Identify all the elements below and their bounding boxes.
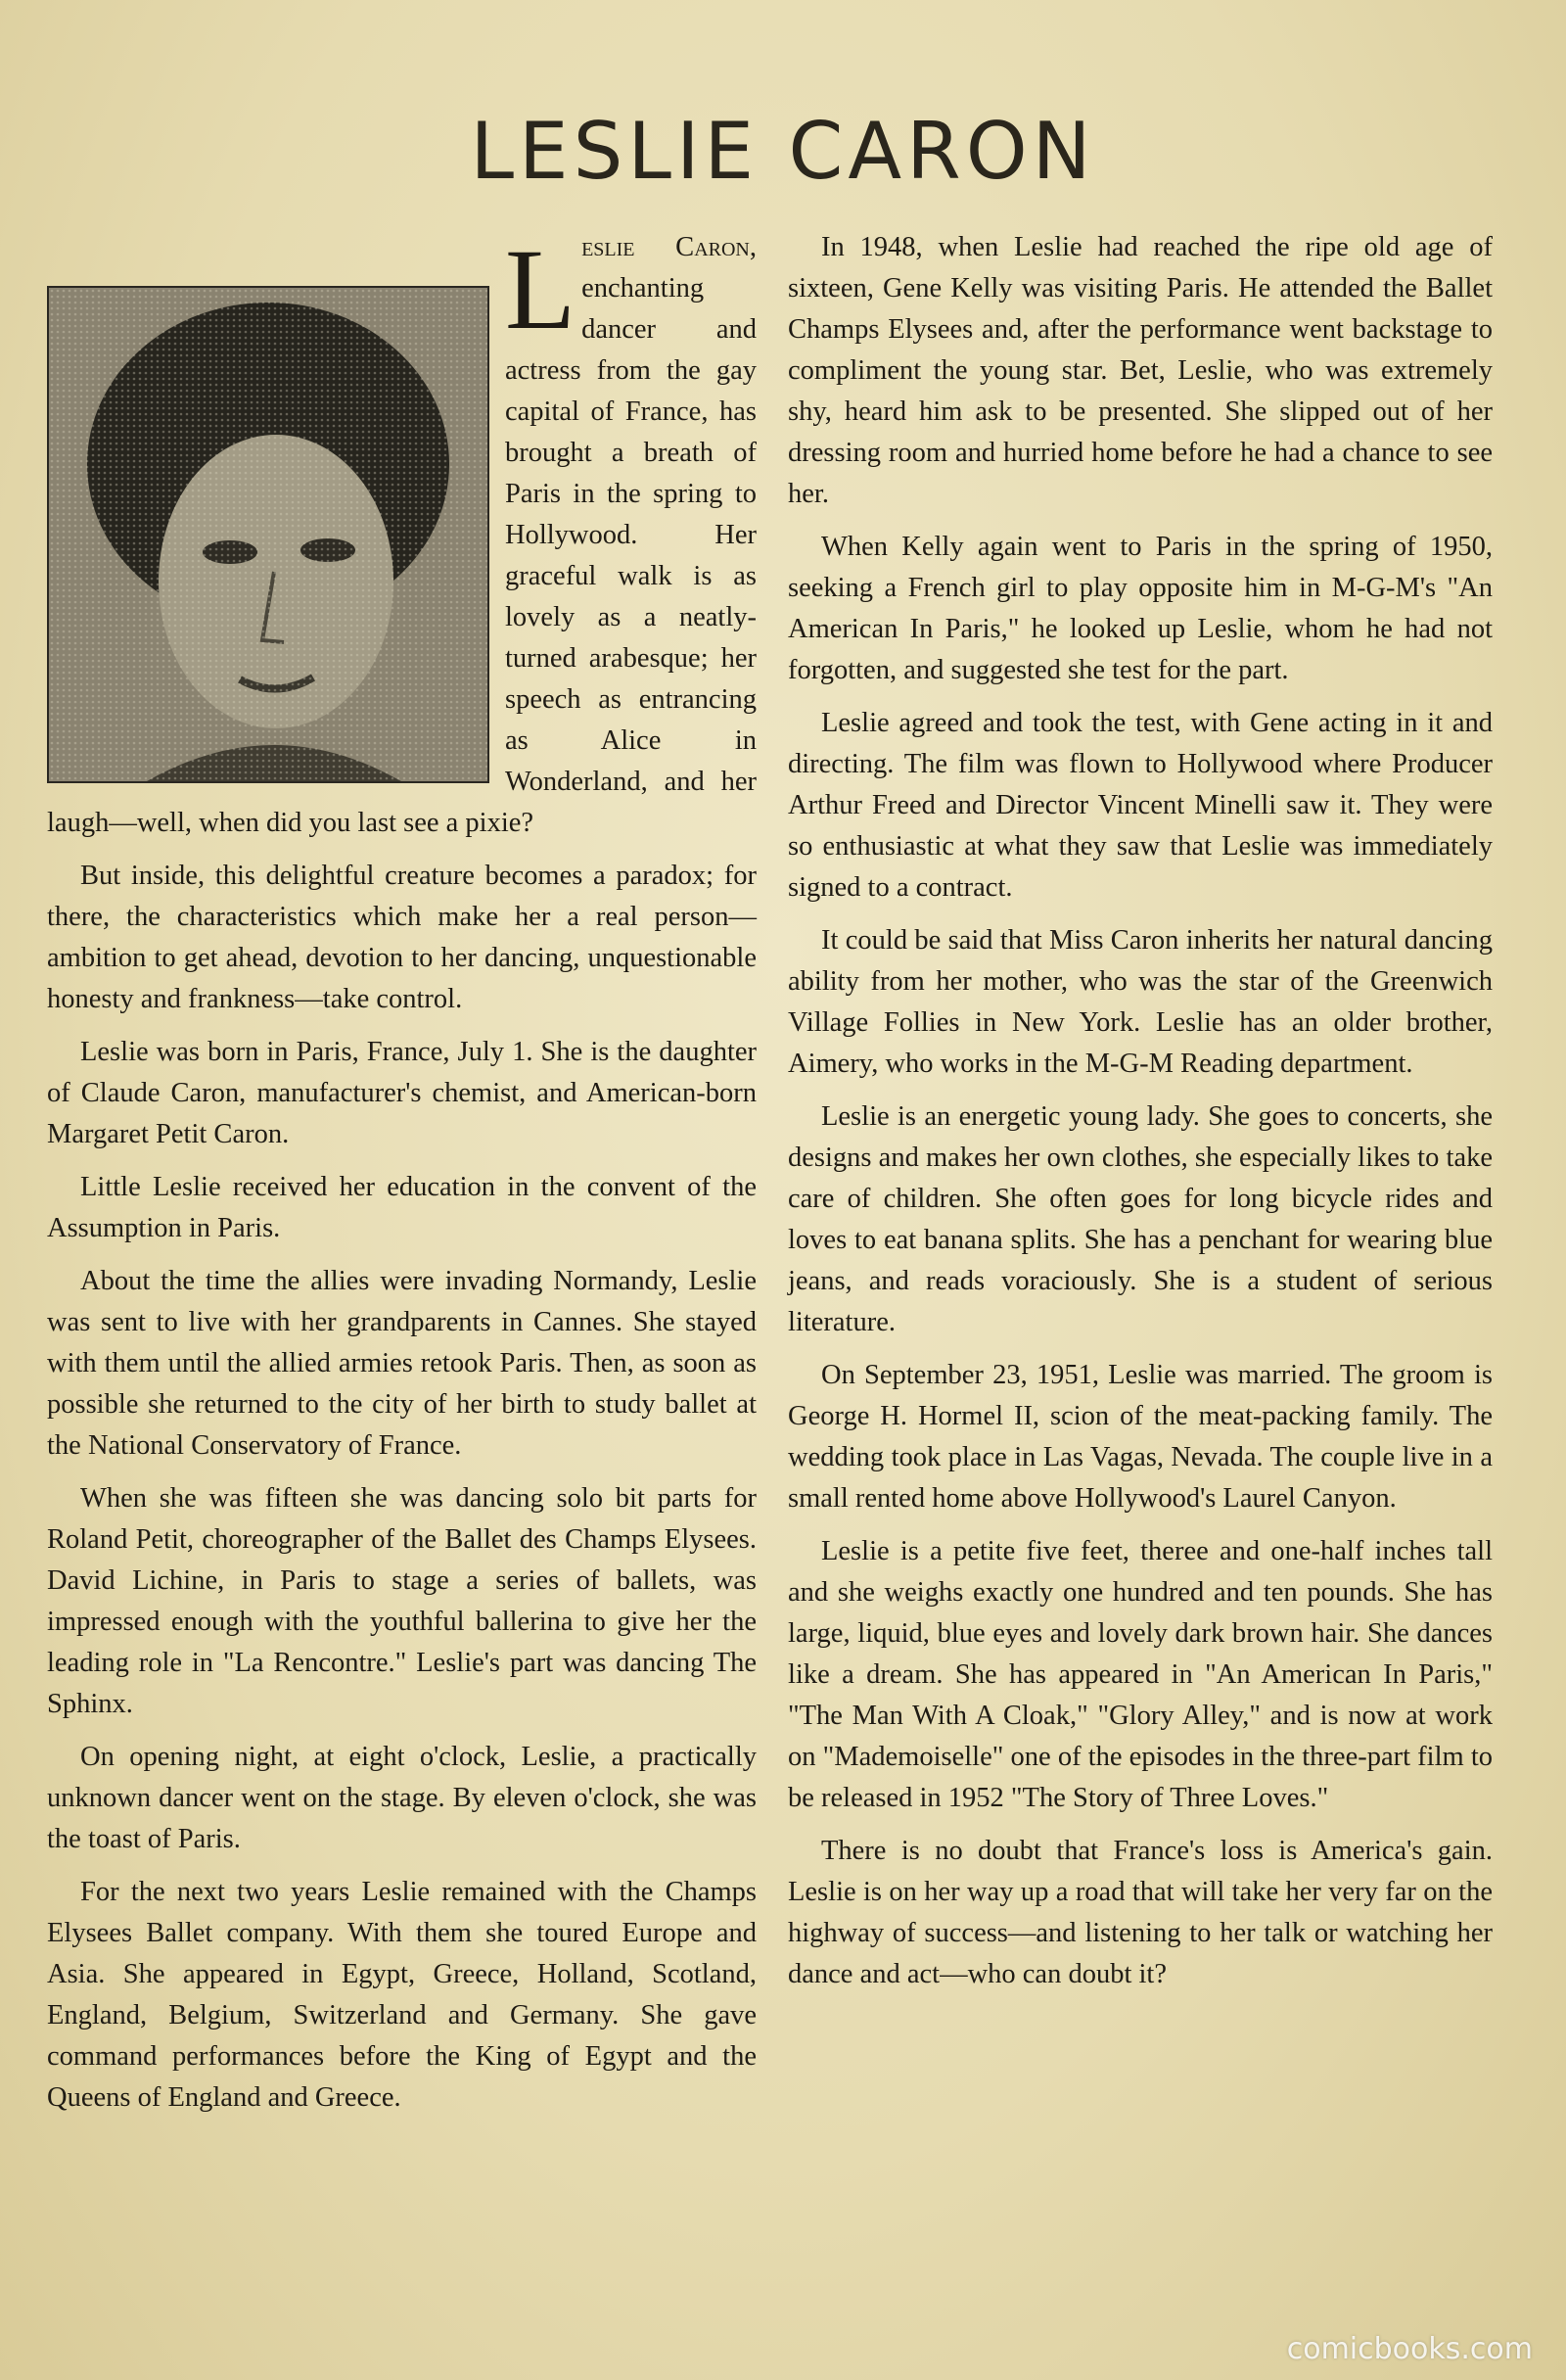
paragraph: Little Leslie received her education in the convent of the Assumption in Paris.	[47, 1172, 757, 1243]
paragraph: Leslie is an energetic young lady. She goes to concerts, she designs and makes her own clothes, she especially likes to take care of children. She often goes for long bicycle rides and loves to eat banana splits. She has a penchant for wearing blue jeans, and reads voraciously. She is a student of serious literature.	[788, 1101, 1493, 1337]
right-column	[788, 227, 1493, 2007]
paragraph: For the next two years Leslie remained with the Champs Elysees Ballet company. With them she toured Europe and Asia. She appeared in Egypt, Greece, Holland, Scotland, England, Belgium, Switzerland and Germany. She gave command performances before the King of Egypt and the Queens of England and Greece.	[47, 1877, 757, 2113]
paragraph: Leslie agreed and took the test, with Gene acting in it and directing. The film was flown to Hollywood where Producer Arthur Freed and Director Vincent Minelli saw it. They were so enthusiastic at what they saw that Leslie was immediately signed to a contract.	[788, 708, 1493, 903]
left-column	[47, 227, 757, 2130]
paragraph: In 1948, when Leslie had reached the ripe old age of sixteen, Gene Kelly was visiting Paris. He attended the Ballet Champs Elysees and, after the performance went backstage to compliment the young star. Bet, Leslie, who was extremely shy, heard him ask to be presented. She slipped out of her dressing room and hurried home before he had a chance to see her.	[788, 232, 1493, 509]
portrait-photo	[47, 286, 489, 783]
paragraph: Leslie is a petite five feet, theree and one-half inches tall and she weighs exactly one hundred and ten pounds. She has large, liquid, blue eyes and lovely dark brown hair. She dances like a dream. She has appeared in "An American In Paris," "The Man With A Cloak," "Glory Alley," and is now at work on "Mademoiselle" one of the episodes in the three-part film to be released in 1952 "The Story of Three Loves."	[788, 1536, 1493, 1813]
paragraph-text: enchanting dancer and actress from the gay capital of France, has brought a breath of Paris in the spring to Hollywood. Her graceful walk is as lovely as a neatly-turned arabesque; her speech as entrancing as Alice in Wonderland, and her laugh—well, when did you last see a pixie?	[47, 273, 757, 838]
paragraph: When Kelly again went to Paris in the spring of 1950, seeking a French girl to play opposite him in M-G-M's "An American In Paris," he looked up Leslie, whom he had not forgotten, and suggested she test for the part.	[788, 532, 1493, 685]
site-watermark: comicbooks.com	[1286, 2332, 1533, 2366]
paragraph: Leslie was born in Paris, France, July 1. She is the daughter of Claude Caron, manufacturer's chemist, and American-born Margaret Petit Caron.	[47, 1037, 757, 1149]
paragraph: About the time the allies were invading Normandy, Leslie was sent to live with her grandparents in Cannes. She stayed with them until the allied armies retook Paris. Then, as soon as possible she returned to the city of her birth to study ballet at the National Conservatory of France.	[47, 1266, 757, 1461]
opening-smallcaps: eslie Caron,	[581, 232, 757, 262]
paragraph: When she was fifteen she was dancing solo bit parts for Roland Petit, choreographer of the Ballet des Champs Elysees. David Lichine, in Paris to stage a series of ballets, was impressed enough with the youthful ballerina to give her the leading role in "La Rencontre." Leslie's part was dancing The Sphinx.	[47, 1483, 757, 1719]
dropcap-letter: L	[505, 225, 576, 353]
paragraph: It could be said that Miss Caron inherits her natural dancing ability from her mother, who was the star of the Greenwich Village Follies in New York. Leslie has an older brother, Aimery, who works in the M-G-M Reading department.	[788, 925, 1493, 1079]
article-title: LESLIE CARON	[470, 106, 1096, 197]
paragraph: On September 23, 1951, Leslie was married. The groom is George H. Hormel II, scion of the meat-packing family. The wedding took place in Las Vagas, Nevada. The couple live in a small rented home above Hollywood's Laurel Canyon.	[788, 1360, 1493, 1514]
paragraph: On opening night, at eight o'clock, Leslie, a practically unknown dancer went on the stage. By eleven o'clock, she was the toast of Paris.	[47, 1742, 757, 1854]
portrait-illustration	[49, 288, 487, 781]
paragraph: But inside, this delightful creature becomes a paradox; for there, the characteristics which make her a real person—ambition to get ahead, devotion to her dancing, unquestionable honesty and frankness—take control.	[47, 861, 757, 1014]
paragraph: There is no doubt that France's loss is America's gain. Leslie is on her way up a road that will take her very far on the highway of success—and listening to her talk or watching her dance and act—who can doubt it?	[788, 1836, 1493, 1989]
